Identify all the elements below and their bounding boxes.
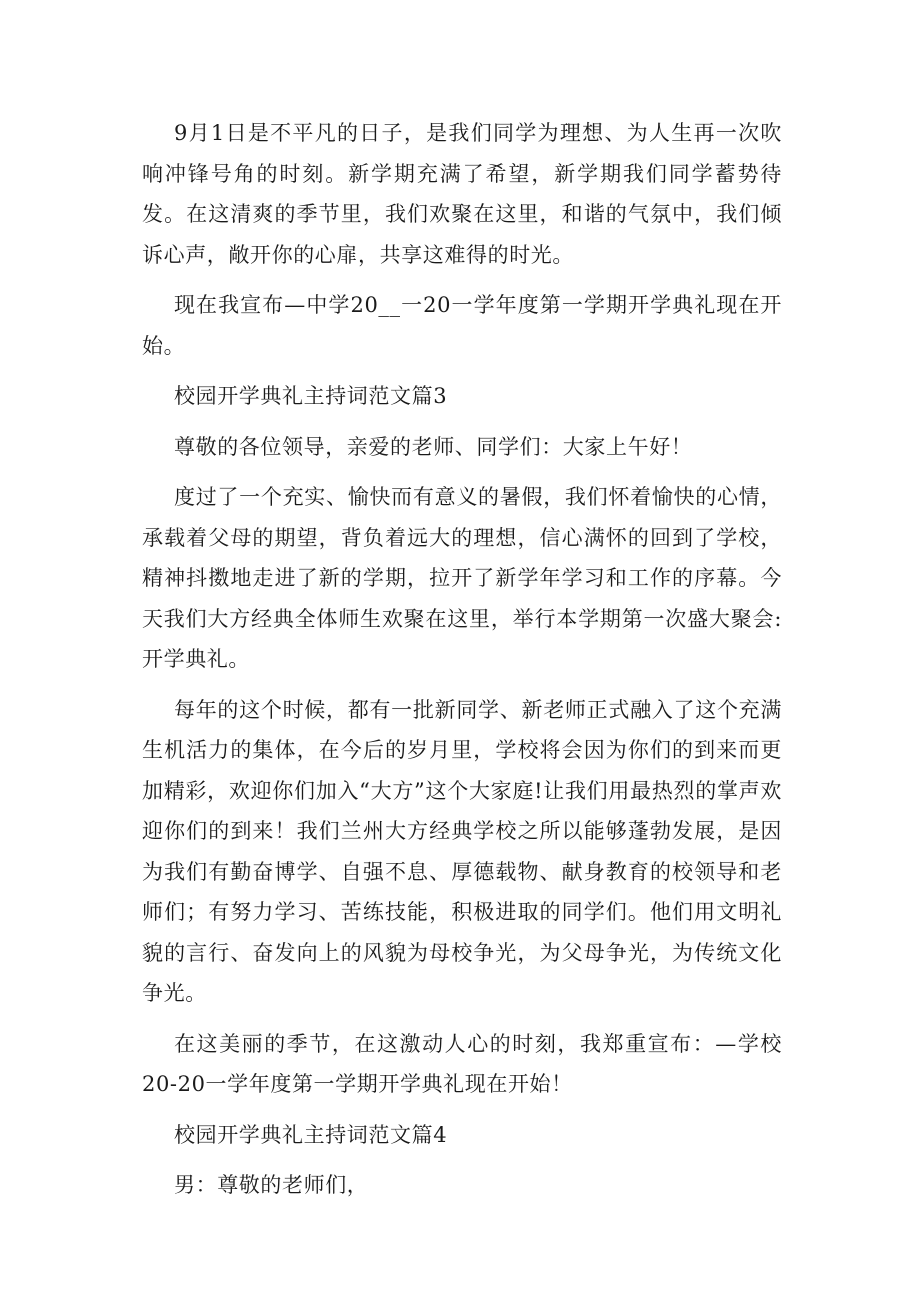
section-heading-3: 校园开学典礼主持词范文篇3 <box>174 384 448 408</box>
paragraph-declaration: 在这美丽的季节，在这激动人心的时刻，我郑重宣布：—学校20-20一学年度第一学期开学典礼现在开始！ <box>142 1031 782 1096</box>
paragraph-welcome: 每年的这个时候，都有一批新同学、新老师正式融入了这个充满生机活力的集体，在今后的岁月里，学校将会因为你们的到来而更加精彩，欢迎你们加入“大方”这个大家庭!让我们用最热烈的掌声欢迎你们的到来！我们兰州大方经典学校之所以能够蓬勃发展，是因为我们有勤奋博学、自强不息、厚德载物、献身教育的校领导和老师们；有努力学习、苦练技能，积极进取的同学们。他们用文明礼貌的言行、奋发向上的风貌为母校争光，为父母争光，为传统文化争光。 <box>142 697 782 1005</box>
paragraph-opening: 9月1日是不平凡的日子，是我们同学为理想、为人生再一次吹响冲锋号角的时刻。新学期充满了希望，新学期我们同学蓄势待发。在这清爽的季节里，我们欢聚在这里，和谐的气氛中，我们倾诉心声，敞开你的心扉，共享这难得的时光。 <box>142 121 782 267</box>
paragraph-greeting: 尊敬的各位领导，亲爱的老师、同学们：大家上午好！ <box>174 434 693 459</box>
paragraph-summer: 度过了一个充实、愉快而有意义的暑假，我们怀着愉快的心情，承载着父母的期望，背负着远大的理想，信心满怀的回到了学校，精神抖擞地走进了新的学期，拉开了新学年学习和工作的序幕。今天我们大方经典全体师生欢聚在这里，举行本学期第一次盛大聚会:开学典礼。 <box>142 485 782 671</box>
section-heading-4: 校园开学典礼主持词范文篇4 <box>174 1122 448 1147</box>
paragraph-announcement: 现在我宣布—中学20__一20一学年度第一学期开学典礼现在开始。 <box>142 293 782 358</box>
paragraph-host-male: 男：尊敬的老师们， <box>174 1173 369 1197</box>
document-body <box>142 113 782 1216</box>
